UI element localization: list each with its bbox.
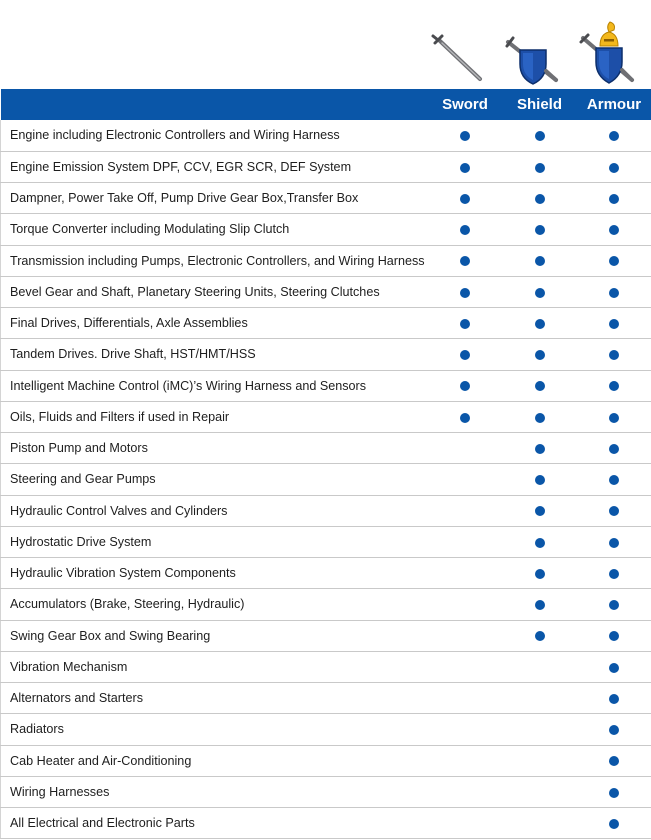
coverage-cell-armour bbox=[577, 714, 651, 745]
table-row bbox=[1, 339, 651, 370]
coverage-cell-shield bbox=[503, 745, 577, 776]
covered-dot-icon bbox=[535, 163, 545, 173]
component-label: Steering and Gear Pumps bbox=[1, 464, 428, 495]
coverage-cell-sword bbox=[428, 808, 503, 839]
coverage-cell-armour bbox=[577, 151, 651, 182]
coverage-cell-shield bbox=[503, 620, 577, 651]
covered-dot-icon bbox=[535, 631, 545, 641]
coverage-cell-shield bbox=[503, 714, 577, 745]
component-label: Engine Emission System DPF, CCV, EGR SCR, DEF System bbox=[1, 151, 428, 182]
plan-icons-row bbox=[0, 0, 651, 89]
covered-dot-icon bbox=[609, 288, 619, 298]
coverage-cell-armour bbox=[577, 776, 651, 807]
coverage-cell-sword bbox=[428, 120, 503, 151]
header-plan-sword: Sword bbox=[442, 96, 488, 113]
covered-dot-icon bbox=[609, 444, 619, 454]
header-plan-shield: Shield bbox=[516, 96, 562, 113]
component-label: Accumulators (Brake, Steering, Hydraulic) bbox=[1, 589, 428, 620]
coverage-cell-shield bbox=[503, 276, 577, 307]
coverage-cell-sword bbox=[428, 245, 503, 276]
component-label: Oils, Fluids and Filters if used in Repair bbox=[1, 401, 428, 432]
component-label: Swing Gear Box and Swing Bearing bbox=[1, 620, 428, 651]
header-component bbox=[1, 89, 428, 120]
covered-dot-icon bbox=[460, 194, 470, 204]
covered-dot-icon bbox=[535, 131, 545, 141]
table-row bbox=[1, 558, 651, 589]
coverage-cell-sword bbox=[428, 589, 503, 620]
component-label: Vibration Mechanism bbox=[1, 651, 428, 682]
coverage-cell-sword bbox=[428, 526, 503, 557]
covered-dot-icon bbox=[609, 788, 619, 798]
covered-dot-icon bbox=[609, 725, 619, 735]
component-label: Dampner, Power Take Off, Pump Drive Gear Box,Transfer Box bbox=[1, 183, 428, 214]
covered-dot-icon bbox=[535, 475, 545, 485]
covered-dot-icon bbox=[535, 319, 545, 329]
table-row bbox=[1, 808, 651, 839]
covered-dot-icon bbox=[609, 694, 619, 704]
sword-icon bbox=[427, 0, 501, 89]
coverage-cell-shield bbox=[503, 526, 577, 557]
coverage-cell-sword bbox=[428, 714, 503, 745]
coverage-cell-sword bbox=[428, 651, 503, 682]
table-row bbox=[1, 151, 651, 182]
coverage-cell-sword bbox=[428, 620, 503, 651]
coverage-cell-sword bbox=[428, 776, 503, 807]
covered-dot-icon bbox=[460, 163, 470, 173]
coverage-cell-shield bbox=[503, 120, 577, 151]
coverage-cell-sword bbox=[428, 433, 503, 464]
covered-dot-icon bbox=[460, 225, 470, 235]
coverage-cell-sword bbox=[428, 558, 503, 589]
coverage-cell-shield bbox=[503, 183, 577, 214]
component-label: Bevel Gear and Shaft, Planetary Steering Units, Steering Clutches bbox=[1, 276, 428, 307]
covered-dot-icon bbox=[460, 413, 470, 423]
covered-dot-icon bbox=[460, 350, 470, 360]
component-label: Transmission including Pumps, Electronic Controllers, and Wiring Harness bbox=[1, 245, 428, 276]
table-row bbox=[1, 526, 651, 557]
covered-dot-icon bbox=[609, 131, 619, 141]
coverage-cell-armour bbox=[577, 245, 651, 276]
sword-and-shield-icon bbox=[502, 0, 576, 89]
covered-dot-icon bbox=[609, 256, 619, 266]
covered-dot-icon bbox=[460, 288, 470, 298]
component-label: Engine including Electronic Controllers and Wiring Harness bbox=[1, 120, 428, 151]
coverage-cell-sword bbox=[428, 464, 503, 495]
table-row bbox=[1, 464, 651, 495]
covered-dot-icon bbox=[609, 569, 619, 579]
coverage-cell-shield bbox=[503, 558, 577, 589]
table-row bbox=[1, 433, 651, 464]
covered-dot-icon bbox=[460, 319, 470, 329]
table-row bbox=[1, 276, 651, 307]
coverage-cell-sword bbox=[428, 183, 503, 214]
table-row bbox=[1, 745, 651, 776]
component-label: Final Drives, Differentials, Axle Assemblies bbox=[1, 308, 428, 339]
coverage-cell-armour bbox=[577, 276, 651, 307]
coverage-cell-armour bbox=[577, 745, 651, 776]
component-label: Tandem Drives. Drive Shaft, HST/HMT/HSS bbox=[1, 339, 428, 370]
covered-dot-icon bbox=[535, 350, 545, 360]
table-row bbox=[1, 183, 651, 214]
component-label: Radiators bbox=[1, 714, 428, 745]
covered-dot-icon bbox=[535, 413, 545, 423]
component-label: Cab Heater and Air-Conditioning bbox=[1, 745, 428, 776]
coverage-cell-shield bbox=[503, 401, 577, 432]
coverage-cell-sword bbox=[428, 370, 503, 401]
coverage-cell-shield bbox=[503, 151, 577, 182]
covered-dot-icon bbox=[535, 600, 545, 610]
coverage-cell-shield bbox=[503, 370, 577, 401]
component-label: Intelligent Machine Control (iMC)’s Wiring Harness and Sensors bbox=[1, 370, 428, 401]
coverage-cell-armour bbox=[577, 558, 651, 589]
covered-dot-icon bbox=[535, 444, 545, 454]
component-label: Torque Converter including Modulating Slip Clutch bbox=[1, 214, 428, 245]
covered-dot-icon bbox=[535, 506, 545, 516]
covered-dot-icon bbox=[609, 225, 619, 235]
coverage-cell-shield bbox=[503, 339, 577, 370]
component-label: Hydrostatic Drive System bbox=[1, 526, 428, 557]
table-row bbox=[1, 776, 651, 807]
covered-dot-icon bbox=[535, 194, 545, 204]
covered-dot-icon bbox=[535, 225, 545, 235]
covered-dot-icon bbox=[609, 756, 619, 766]
covered-dot-icon bbox=[609, 319, 619, 329]
table-row bbox=[1, 589, 651, 620]
covered-dot-icon bbox=[609, 600, 619, 610]
table-row bbox=[1, 401, 651, 432]
coverage-cell-sword bbox=[428, 214, 503, 245]
covered-dot-icon bbox=[609, 475, 619, 485]
component-label: Hydraulic Vibration System Components bbox=[1, 558, 428, 589]
coverage-cell-shield bbox=[503, 651, 577, 682]
coverage-cell-armour bbox=[577, 370, 651, 401]
coverage-cell-armour bbox=[577, 620, 651, 651]
table-row bbox=[1, 214, 651, 245]
coverage-cell-armour bbox=[577, 401, 651, 432]
coverage-cell-armour bbox=[577, 308, 651, 339]
covered-dot-icon bbox=[535, 288, 545, 298]
coverage-cell-armour bbox=[577, 339, 651, 370]
coverage-cell-armour bbox=[577, 683, 651, 714]
table-row bbox=[1, 620, 651, 651]
coverage-cell-armour bbox=[577, 808, 651, 839]
covered-dot-icon bbox=[609, 381, 619, 391]
table-row bbox=[1, 495, 651, 526]
component-label: Alternators and Starters bbox=[1, 683, 428, 714]
covered-dot-icon bbox=[460, 381, 470, 391]
covered-dot-icon bbox=[460, 256, 470, 266]
table-row bbox=[1, 683, 651, 714]
table-row bbox=[1, 120, 651, 151]
covered-dot-icon bbox=[609, 194, 619, 204]
coverage-cell-sword bbox=[428, 339, 503, 370]
covered-dot-icon bbox=[609, 538, 619, 548]
coverage-cell-sword bbox=[428, 151, 503, 182]
coverage-cell-sword bbox=[428, 683, 503, 714]
coverage-cell-shield bbox=[503, 433, 577, 464]
coverage-cell-armour bbox=[577, 433, 651, 464]
coverage-cell-armour bbox=[577, 464, 651, 495]
coverage-cell-shield bbox=[503, 683, 577, 714]
coverage-cell-shield bbox=[503, 245, 577, 276]
coverage-cell-shield bbox=[503, 776, 577, 807]
covered-dot-icon bbox=[609, 163, 619, 173]
coverage-cell-shield bbox=[503, 308, 577, 339]
coverage-cell-armour bbox=[577, 183, 651, 214]
covered-dot-icon bbox=[535, 538, 545, 548]
header-row bbox=[1, 89, 651, 120]
coverage-cell-sword bbox=[428, 495, 503, 526]
table-row bbox=[1, 651, 651, 682]
table-row bbox=[1, 308, 651, 339]
coverage-cell-shield bbox=[503, 464, 577, 495]
covered-dot-icon bbox=[609, 631, 619, 641]
coverage-cell-sword bbox=[428, 276, 503, 307]
coverage-cell-shield bbox=[503, 808, 577, 839]
coverage-cell-shield bbox=[503, 589, 577, 620]
component-label: Piston Pump and Motors bbox=[1, 433, 428, 464]
covered-dot-icon bbox=[609, 819, 619, 829]
covered-dot-icon bbox=[609, 350, 619, 360]
component-label: Hydraulic Control Valves and Cylinders bbox=[1, 495, 428, 526]
coverage-cell-shield bbox=[503, 214, 577, 245]
component-label: Wiring Harnesses bbox=[1, 776, 428, 807]
coverage-cell-armour bbox=[577, 495, 651, 526]
component-label: All Electrical and Electronic Parts bbox=[1, 808, 428, 839]
table-row bbox=[1, 245, 651, 276]
knight-helmet-shield-sword-icon bbox=[576, 0, 650, 89]
coverage-cell-sword bbox=[428, 745, 503, 776]
coverage-cell-armour bbox=[577, 214, 651, 245]
coverage-cell-shield bbox=[503, 495, 577, 526]
table-row bbox=[1, 370, 651, 401]
covered-dot-icon bbox=[535, 569, 545, 579]
covered-dot-icon bbox=[460, 131, 470, 141]
covered-dot-icon bbox=[609, 506, 619, 516]
coverage-table bbox=[0, 89, 651, 839]
covered-dot-icon bbox=[609, 663, 619, 673]
covered-dot-icon bbox=[609, 413, 619, 423]
covered-dot-icon bbox=[535, 381, 545, 391]
coverage-cell-armour bbox=[577, 589, 651, 620]
table-row bbox=[1, 714, 651, 745]
coverage-cell-armour bbox=[577, 651, 651, 682]
coverage-cell-sword bbox=[428, 308, 503, 339]
coverage-cell-armour bbox=[577, 526, 651, 557]
coverage-cell-sword bbox=[428, 401, 503, 432]
coverage-cell-armour bbox=[577, 120, 651, 151]
covered-dot-icon bbox=[535, 256, 545, 266]
header-plan-armour: Armour bbox=[586, 96, 642, 113]
